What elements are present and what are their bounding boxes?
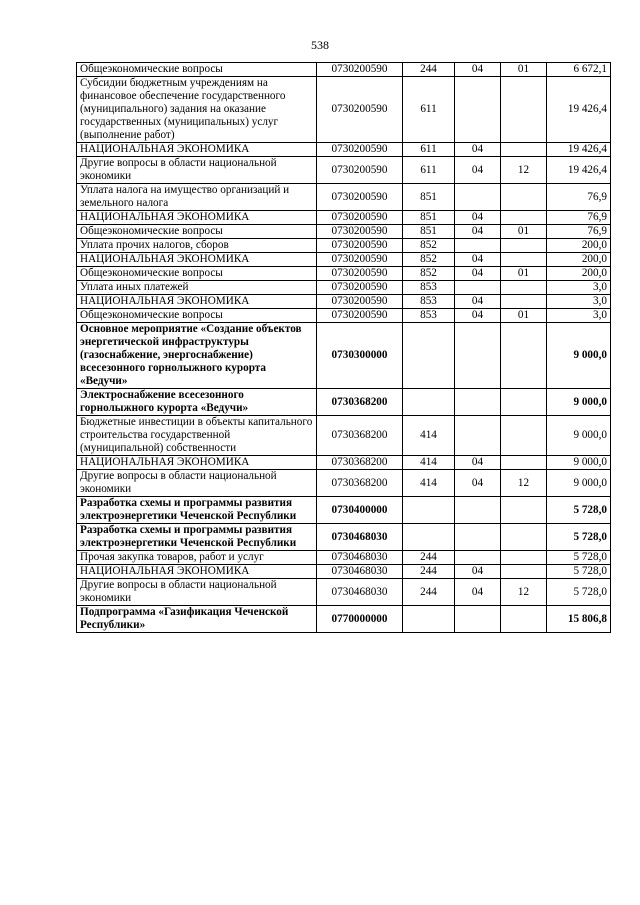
table-row [77,184,611,211]
row-amount-cell: 19 426,4 [547,77,611,143]
row-pr-cell [501,281,547,295]
row-vr-cell: 852 [403,239,455,253]
row-rz-cell: 04 [455,579,501,606]
row-name-cell: НАЦИОНАЛЬНАЯ ЭКОНОМИКА [77,253,317,267]
row-amount-cell: 200,0 [547,267,611,281]
row-pr-cell [501,253,547,267]
row-code-cell: 0730200590 [317,211,403,225]
row-code-cell: 0730200590 [317,239,403,253]
row-amount-cell: 9 000,0 [547,470,611,497]
table-row [77,281,611,295]
row-pr-cell [501,239,547,253]
row-vr-cell: 611 [403,157,455,184]
row-name-cell: Уплата налога на имущество организаций и земельного налога [77,184,317,211]
row-vr-cell: 851 [403,184,455,211]
row-name-cell: НАЦИОНАЛЬНАЯ ЭКОНОМИКА [77,565,317,579]
table-row [77,157,611,184]
row-name-cell: Электроснабжение всесезонного горнолыжного курорта «Ведучи» [77,389,317,416]
row-pr-cell [501,323,547,389]
row-code-cell: 0730200590 [317,225,403,239]
row-name-cell: Общеэкономические вопросы [77,267,317,281]
row-rz-cell [455,606,501,633]
row-name-cell: НАЦИОНАЛЬНАЯ ЭКОНОМИКА [77,211,317,225]
row-amount-cell: 9 000,0 [547,323,611,389]
row-pr-cell [501,77,547,143]
row-pr-cell: 01 [501,63,547,77]
row-name-cell: Субсидии бюджетным учреждениям на финансовое обеспечение государственного (муниципального) задания на оказание государственных (муниципальных) услуг (выполнение работ) [77,77,317,143]
row-rz-cell [455,551,501,565]
row-amount-cell: 3,0 [547,295,611,309]
row-rz-cell: 04 [455,565,501,579]
row-rz-cell: 04 [455,470,501,497]
row-rz-cell [455,184,501,211]
row-code-cell: 0730368200 [317,470,403,497]
row-rz-cell: 04 [455,267,501,281]
row-rz-cell [455,416,501,456]
row-name-cell: НАЦИОНАЛЬНАЯ ЭКОНОМИКА [77,295,317,309]
row-pr-cell: 01 [501,225,547,239]
row-name-cell: Другие вопросы в области национальной экономики [77,157,317,184]
row-amount-cell: 200,0 [547,239,611,253]
row-rz-cell: 04 [455,143,501,157]
row-name-cell: Прочая закупка товаров, работ и услуг [77,551,317,565]
row-pr-cell [501,295,547,309]
row-name-cell: НАЦИОНАЛЬНАЯ ЭКОНОМИКА [77,456,317,470]
row-vr-cell: 852 [403,253,455,267]
row-amount-cell: 6 672,1 [547,63,611,77]
row-pr-cell [501,184,547,211]
row-rz-cell: 04 [455,157,501,184]
row-vr-cell: 853 [403,309,455,323]
row-name-cell: Общеэкономические вопросы [77,309,317,323]
table-row [77,579,611,606]
row-amount-cell: 200,0 [547,253,611,267]
row-name-cell: Общеэкономические вопросы [77,225,317,239]
row-name-cell: Разработка схемы и программы развития электроэнергетики Чеченской Республики [77,497,317,524]
row-pr-cell: 01 [501,309,547,323]
row-code-cell: 0730468030 [317,551,403,565]
table-row [77,389,611,416]
row-amount-cell: 5 728,0 [547,497,611,524]
table-row [77,239,611,253]
budget-table [76,62,611,633]
table-row [77,323,611,389]
table-row [77,497,611,524]
table-row [77,456,611,470]
row-code-cell: 0770000000 [317,606,403,633]
row-code-cell: 0730200590 [317,184,403,211]
row-code-cell: 0730200590 [317,281,403,295]
row-rz-cell [455,497,501,524]
row-rz-cell: 04 [455,63,501,77]
row-pr-cell [501,524,547,551]
row-amount-cell: 19 426,4 [547,143,611,157]
row-vr-cell: 851 [403,211,455,225]
row-vr-cell: 611 [403,143,455,157]
row-rz-cell: 04 [455,211,501,225]
row-name-cell: Уплата иных платежей [77,281,317,295]
row-vr-cell: 244 [403,63,455,77]
row-code-cell: 0730200590 [317,157,403,184]
row-vr-cell [403,497,455,524]
table-row [77,606,611,633]
row-amount-cell: 76,9 [547,184,611,211]
row-amount-cell: 5 728,0 [547,579,611,606]
row-vr-cell: 244 [403,579,455,606]
row-pr-cell: 01 [501,267,547,281]
row-rz-cell [455,524,501,551]
row-code-cell: 0730200590 [317,295,403,309]
row-code-cell: 0730200590 [317,267,403,281]
row-rz-cell [455,239,501,253]
table-row [77,551,611,565]
row-pr-cell [501,143,547,157]
row-code-cell: 0730400000 [317,497,403,524]
row-amount-cell: 3,0 [547,281,611,295]
row-name-cell: Другие вопросы в области национальной экономики [77,470,317,497]
table-row [77,309,611,323]
row-code-cell: 0730468030 [317,524,403,551]
row-vr-cell: 414 [403,416,455,456]
row-code-cell: 0730200590 [317,143,403,157]
row-name-cell: Общеэкономические вопросы [77,63,317,77]
row-rz-cell [455,281,501,295]
row-code-cell: 0730200590 [317,253,403,267]
row-amount-cell: 76,9 [547,211,611,225]
row-amount-cell: 9 000,0 [547,416,611,456]
row-code-cell: 0730368200 [317,456,403,470]
row-code-cell: 0730200590 [317,63,403,77]
row-vr-cell [403,389,455,416]
row-rz-cell: 04 [455,295,501,309]
table-row [77,267,611,281]
row-amount-cell: 9 000,0 [547,456,611,470]
table-row [77,63,611,77]
row-vr-cell: 853 [403,295,455,309]
row-pr-cell [501,565,547,579]
row-pr-cell [501,416,547,456]
page-number: 538 [311,38,329,52]
row-name-cell: Подпрограмма «Газификация Чеченской Республики» [77,606,317,633]
row-vr-cell [403,606,455,633]
row-name-cell: Другие вопросы в области национальной экономики [77,579,317,606]
row-rz-cell [455,77,501,143]
table-row [77,143,611,157]
row-pr-cell: 12 [501,157,547,184]
row-name-cell: Основное мероприятие «Создание объектов энергетической инфраструктуры (газоснабжение, энергоснабжение) всесезонного горнолыжного курорта «Ведучи» [77,323,317,389]
row-vr-cell: 851 [403,225,455,239]
budget-table-body [77,63,611,633]
row-name-cell: Бюджетные инвестиции в объекты капитального строительства государственной (муниципальной) собственности [77,416,317,456]
table-row [77,565,611,579]
row-vr-cell: 244 [403,565,455,579]
row-name-cell: Уплата прочих налогов, сборов [77,239,317,253]
table-row [77,470,611,497]
row-vr-cell: 852 [403,267,455,281]
row-rz-cell: 04 [455,225,501,239]
row-vr-cell: 853 [403,281,455,295]
row-amount-cell: 76,9 [547,225,611,239]
row-rz-cell: 04 [455,309,501,323]
row-vr-cell: 611 [403,77,455,143]
row-pr-cell: 12 [501,579,547,606]
row-amount-cell: 15 806,8 [547,606,611,633]
row-amount-cell: 19 426,4 [547,157,611,184]
row-pr-cell [501,456,547,470]
row-rz-cell [455,389,501,416]
row-code-cell: 0730200590 [317,77,403,143]
table-row [77,211,611,225]
row-code-cell: 0730368200 [317,389,403,416]
table-row [77,416,611,456]
row-rz-cell [455,323,501,389]
row-name-cell: Разработка схемы и программы развития электроэнергетики Чеченской Республики [77,524,317,551]
row-pr-cell [501,497,547,524]
row-rz-cell: 04 [455,456,501,470]
table-row [77,225,611,239]
row-amount-cell: 5 728,0 [547,524,611,551]
row-pr-cell [501,211,547,225]
row-name-cell: НАЦИОНАЛЬНАЯ ЭКОНОМИКА [77,143,317,157]
row-pr-cell: 12 [501,470,547,497]
row-pr-cell [501,389,547,416]
row-vr-cell: 244 [403,551,455,565]
row-code-cell: 0730200590 [317,309,403,323]
table-row [77,295,611,309]
row-amount-cell: 5 728,0 [547,565,611,579]
row-code-cell: 0730468030 [317,565,403,579]
row-vr-cell: 414 [403,470,455,497]
row-vr-cell [403,524,455,551]
row-pr-cell [501,551,547,565]
table-row [77,253,611,267]
row-amount-cell: 5 728,0 [547,551,611,565]
table-row [77,524,611,551]
row-amount-cell: 3,0 [547,309,611,323]
row-vr-cell: 414 [403,456,455,470]
row-code-cell: 0730468030 [317,579,403,606]
row-code-cell: 0730368200 [317,416,403,456]
row-amount-cell: 9 000,0 [547,389,611,416]
row-code-cell: 0730300000 [317,323,403,389]
row-vr-cell [403,323,455,389]
row-rz-cell: 04 [455,253,501,267]
table-row [77,77,611,143]
row-pr-cell [501,606,547,633]
